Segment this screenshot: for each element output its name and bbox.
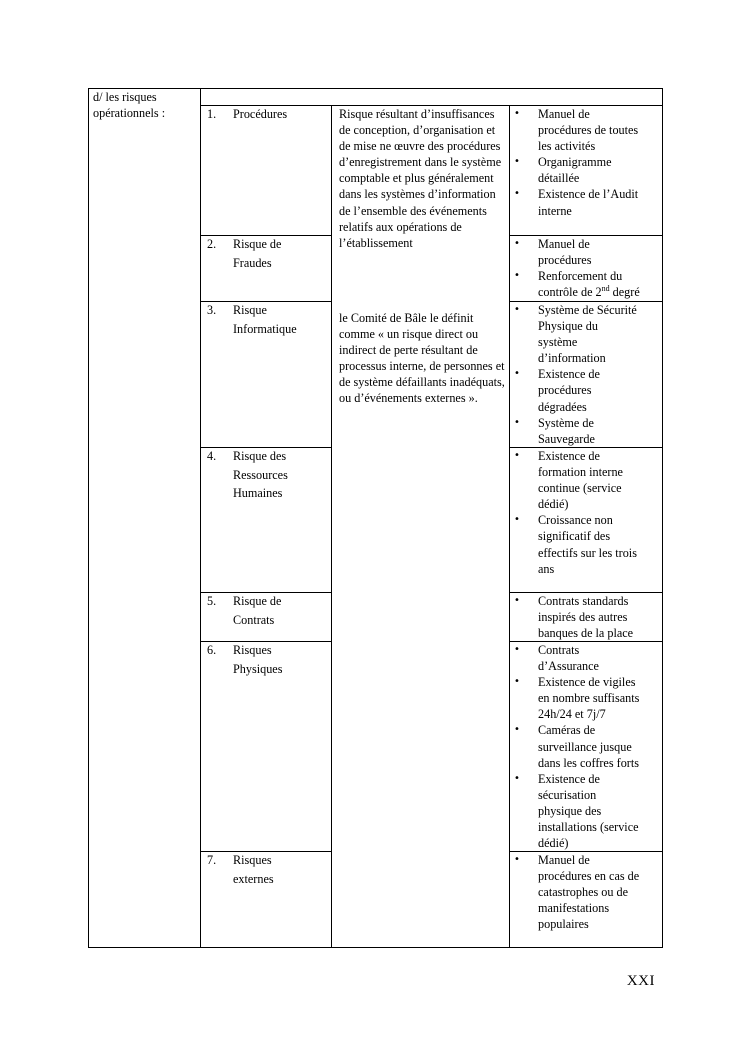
section-label: d/ les risques opérationnels : bbox=[93, 90, 166, 121]
table-border-left bbox=[88, 88, 89, 948]
row-number: 6. bbox=[207, 643, 217, 657]
row-number: 3. bbox=[207, 303, 217, 317]
risk-name: Risque de Contrats bbox=[233, 594, 282, 627]
control-item: • Contrats standards inspirés des autres banques de la place bbox=[510, 593, 640, 641]
control-list bbox=[510, 852, 640, 932]
risk-name: Risques externes bbox=[233, 853, 274, 886]
basel-committee-definition: le Comité de Bâle le définit comme « un risque direct ou indirect de perte résultant de processus interne, de personnes et de système défaillants inadéquats, ou d’événements externes ». bbox=[339, 311, 505, 406]
control-item: • Manuel de procédures de toutes les activités bbox=[510, 106, 640, 154]
control-item: • Existence de sécurisation physique des installations (service dédié) bbox=[510, 771, 640, 851]
table-border-right bbox=[662, 88, 663, 948]
control-item: • Existence de formation interne continue (service dédié) bbox=[510, 448, 640, 512]
control-list bbox=[510, 106, 640, 219]
control-item: • Existence de l’Audit interne bbox=[510, 186, 640, 218]
control-item: • Système de Sécurité Physique du système d’information bbox=[510, 302, 640, 366]
page-number: XXI bbox=[626, 973, 655, 989]
control-item: • Manuel de procédures bbox=[510, 236, 640, 268]
control-list bbox=[510, 236, 640, 300]
row-number: 5. bbox=[207, 594, 217, 608]
risk-definition: Risque résultant d’insuffisances de conception, d’organisation et de mise ne œuvre des procédures d’enregistrement dans le système comptable et plus généralement dans les systèmes d’information de l’ensemble des événements relatifs aux opérations de l’établissement bbox=[339, 107, 502, 250]
control-item: • Contrats d’Assurance bbox=[510, 642, 640, 674]
row-number: 1. bbox=[207, 107, 217, 121]
name-column-divider bbox=[331, 105, 332, 948]
control-item: • Caméras de surveillance jusque dans les coffres forts bbox=[510, 722, 640, 770]
control-list bbox=[510, 302, 640, 447]
risk-name: Risque Informatique bbox=[233, 303, 297, 336]
control-list bbox=[510, 642, 640, 851]
control-item: • Système de Sauvegarde bbox=[510, 415, 640, 447]
risk-name: Risque des Ressources Humaines bbox=[233, 449, 288, 500]
control-item: • Manuel de procédures en cas de catastrophes ou de manifestations populaires bbox=[510, 852, 640, 932]
row-number: 4. bbox=[207, 449, 217, 463]
risk-name: Risques Physiques bbox=[233, 643, 283, 676]
risk-name: Procédures bbox=[233, 107, 288, 121]
label-column-divider bbox=[200, 88, 201, 948]
control-list bbox=[510, 448, 640, 577]
row-number: 2. bbox=[207, 237, 217, 251]
control-list bbox=[510, 593, 640, 641]
row-number: 7. bbox=[207, 853, 217, 867]
control-item: • Renforcement du contrôle de 2nd degré bbox=[510, 268, 640, 300]
control-text: Renforcement du contrôle de 2 bbox=[538, 269, 623, 300]
table-border-bottom bbox=[88, 947, 663, 948]
risk-name: Risque de Fraudes bbox=[233, 237, 282, 270]
control-item: • Existence de vigiles en nombre suffisants 24h/24 et 7j/7 bbox=[510, 674, 640, 722]
superscript: nd bbox=[601, 284, 610, 294]
control-item: • Croissance non significatif des effectifs sur les trois ans bbox=[510, 512, 640, 576]
control-item: • Organigramme détaillée bbox=[510, 154, 640, 186]
control-item: • Existence de procédures dégradées bbox=[510, 366, 640, 414]
